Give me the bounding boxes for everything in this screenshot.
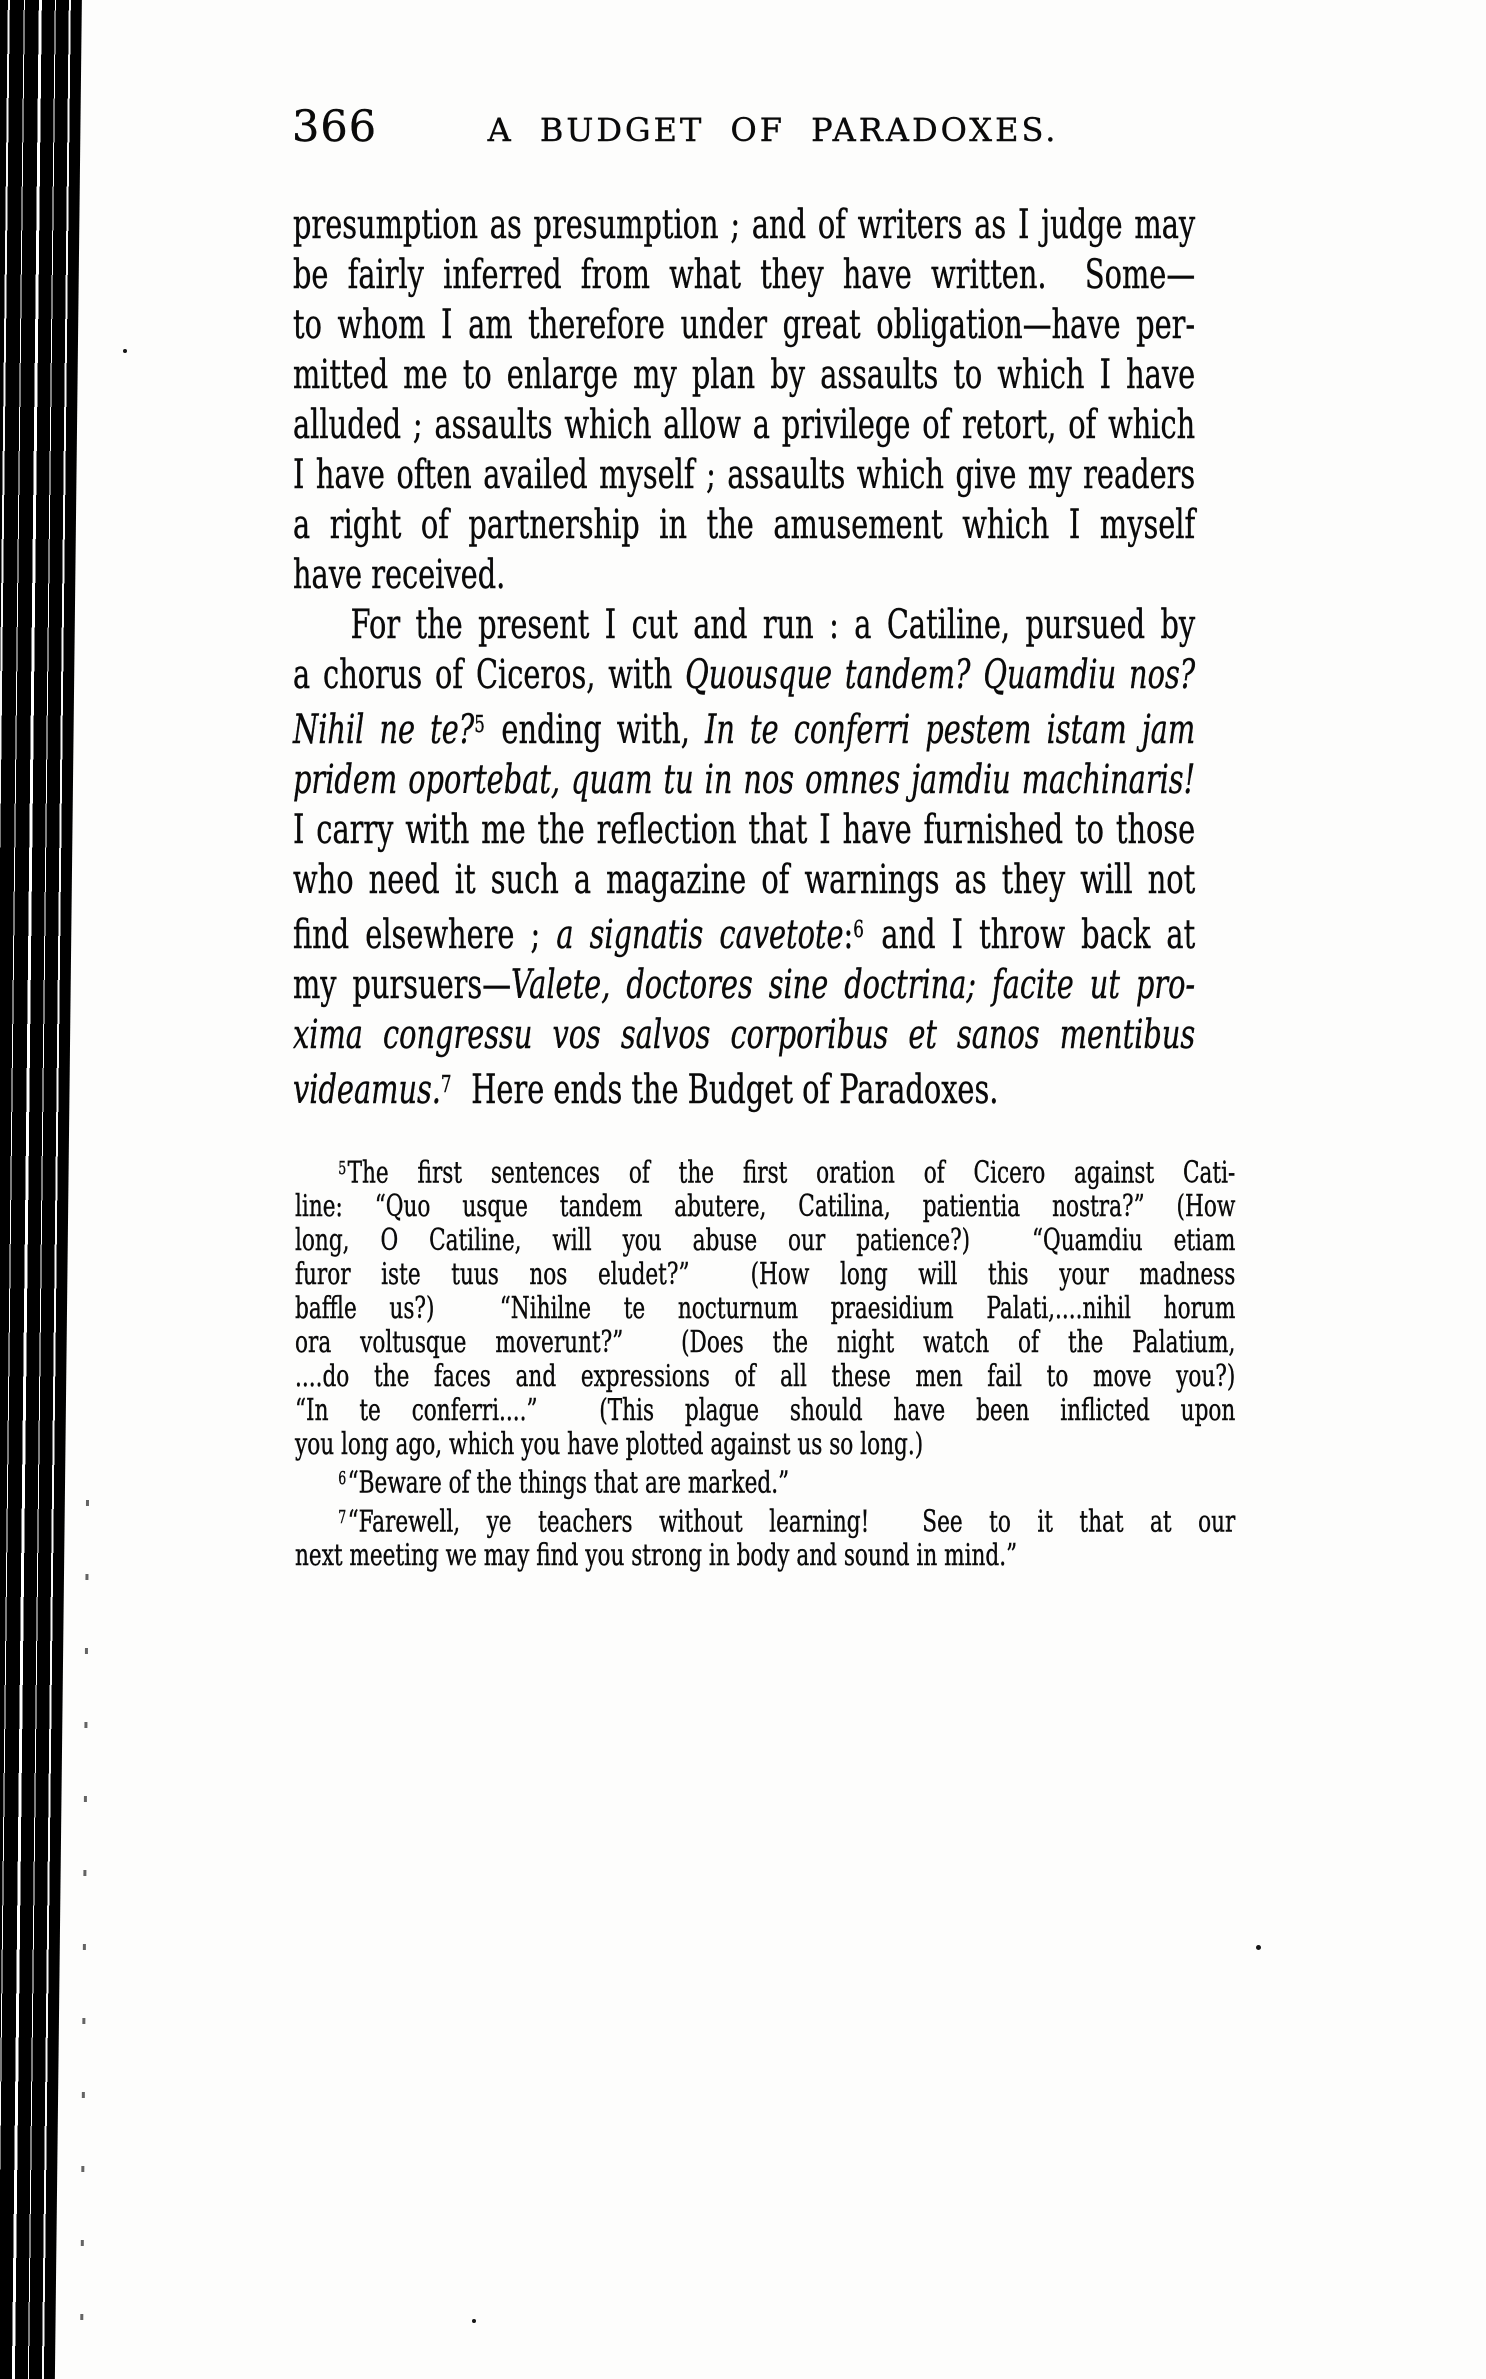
footnote-marker: 7 bbox=[338, 1507, 347, 1528]
text-run: who need it such a magazine of warnings as they will not bbox=[293, 857, 1196, 904]
text-line bbox=[295, 1224, 1235, 1258]
footnote-marker: 5 bbox=[474, 711, 485, 738]
text-run: line: “Quo usque tandem abutere, Catilina, patientia nostra?” (How bbox=[295, 1189, 1236, 1225]
text-run: videamus. bbox=[293, 1067, 441, 1114]
footnote-marker: 6 bbox=[853, 916, 864, 944]
footnote-marker: 6 bbox=[338, 1469, 347, 1490]
text-run: find elsewhere ; bbox=[293, 912, 557, 959]
text-line bbox=[293, 250, 1195, 300]
text-run: to whom I am therefore under great obligation—have per- bbox=[293, 302, 1196, 348]
text-run: I have often availed myself ; assaults which give my readers bbox=[293, 452, 1196, 498]
text-line bbox=[293, 200, 1195, 250]
text-line bbox=[293, 300, 1195, 350]
text-line bbox=[293, 600, 1195, 650]
text-run: baffle us?) “Nihilne te nocturnum praesidium Palati,....nihil horum bbox=[295, 1291, 1236, 1327]
text-run: mitted me to enlarge my plan by assaults to which I have bbox=[293, 352, 1196, 398]
text-run: pridem oportebat, quam tu in nos omnes jamdiu machinaris! bbox=[293, 757, 1196, 804]
text-run: Nihil ne te? bbox=[293, 707, 475, 754]
text-run: a right of partnership in the amusement which I myself bbox=[293, 502, 1196, 548]
text-line bbox=[295, 1539, 1235, 1573]
text-run: In te conferri pestem istam jam bbox=[704, 707, 1196, 754]
text-line bbox=[295, 1360, 1235, 1394]
text-line bbox=[293, 1060, 1195, 1115]
text-line bbox=[293, 805, 1195, 855]
text-run: my pursuers— bbox=[293, 962, 512, 1009]
text-run: “Beware of the things that are marked.” bbox=[347, 1465, 790, 1501]
text-line bbox=[293, 855, 1195, 905]
text-run: a chorus of Ciceros, with bbox=[293, 652, 686, 698]
text-line bbox=[293, 450, 1195, 500]
text-run: ending with, bbox=[486, 707, 705, 754]
text-run: ora voltusque moverunt?” (Does the night watch of the Palatium, bbox=[295, 1325, 1236, 1361]
text-line bbox=[293, 905, 1195, 960]
text-run: furor iste tuus nos eludet?” (How long will this your madness bbox=[295, 1257, 1236, 1293]
text-run: Valete, doctores sine doctrina; facite ut pro- bbox=[511, 962, 1196, 1009]
text-run: xima congressu vos salvos corporibus et sanos mentibus bbox=[293, 1012, 1196, 1059]
text-run: you long ago, which you have plotted against us so long.) bbox=[295, 1427, 924, 1463]
text-run: Quousque tandem? Quamdiu nos? bbox=[685, 652, 1196, 698]
text-run: alluded ; assaults which allow a privilege of retort, of which bbox=[293, 402, 1196, 448]
ink-speck-artifact bbox=[472, 2319, 476, 2323]
text-line bbox=[293, 550, 1195, 600]
text-run: be fairly inferred from what they have written. Some— bbox=[293, 252, 1196, 298]
text-line bbox=[293, 400, 1195, 450]
text-run: For the present I cut and run : a Catiline, pursued by bbox=[350, 602, 1196, 648]
footnotes-block bbox=[295, 1152, 1235, 1573]
text-line bbox=[293, 1010, 1195, 1060]
text-line bbox=[293, 650, 1195, 700]
text-run: “Farewell, ye teachers without learning! See to it that at our bbox=[347, 1504, 1236, 1540]
text-run: have received. bbox=[293, 552, 506, 598]
text-run: a signatis cavetote bbox=[556, 912, 844, 959]
running-title: A BUDGET OF PARADOXES. bbox=[487, 111, 1059, 149]
text-line bbox=[293, 350, 1195, 400]
scan-gutter-artifact bbox=[0, 0, 82, 2379]
text-run: I carry with me the reflection that I have furnished to those bbox=[293, 807, 1196, 854]
text-line bbox=[293, 960, 1195, 1010]
page-number: 366 bbox=[292, 102, 378, 152]
text-line bbox=[295, 1190, 1235, 1224]
text-run: presumption as presumption ; and of writers as I judge may bbox=[293, 202, 1196, 248]
text-line bbox=[295, 1428, 1235, 1462]
text-line bbox=[295, 1152, 1235, 1190]
text-line bbox=[293, 755, 1195, 805]
scan-gutter-dots-artifact bbox=[80, 1500, 89, 2370]
text-run: next meeting we may find you strong in body and sound in mind.” bbox=[295, 1538, 1018, 1574]
text-line bbox=[295, 1501, 1235, 1539]
text-run: “In te conferri....” (This plague should have been inflicted upon bbox=[295, 1393, 1236, 1429]
text-line bbox=[293, 700, 1195, 755]
text-line bbox=[293, 500, 1195, 550]
body-text bbox=[293, 200, 1195, 1115]
footnote-marker: 5 bbox=[338, 1159, 347, 1179]
text-run: The first sentences of the first oration of Cicero against Cati- bbox=[347, 1155, 1236, 1191]
text-run: ....do the faces and expressions of all these men fail to move you?) bbox=[295, 1359, 1236, 1395]
text-run: : bbox=[843, 912, 854, 959]
text-line bbox=[295, 1394, 1235, 1428]
text-line bbox=[295, 1462, 1235, 1500]
ink-speck-artifact bbox=[1256, 1945, 1261, 1950]
text-line bbox=[295, 1258, 1235, 1292]
text-run: Here ends the Budget of Paradoxes. bbox=[452, 1067, 999, 1114]
ink-speck-artifact bbox=[123, 349, 127, 353]
text-line bbox=[295, 1292, 1235, 1326]
text-run: long, O Catiline, will you abuse our patience?) “Quamdiu etiam bbox=[295, 1223, 1236, 1259]
footnote-marker: 7 bbox=[440, 1071, 452, 1099]
text-run: and I throw back at bbox=[865, 912, 1196, 959]
text-line bbox=[295, 1326, 1235, 1360]
